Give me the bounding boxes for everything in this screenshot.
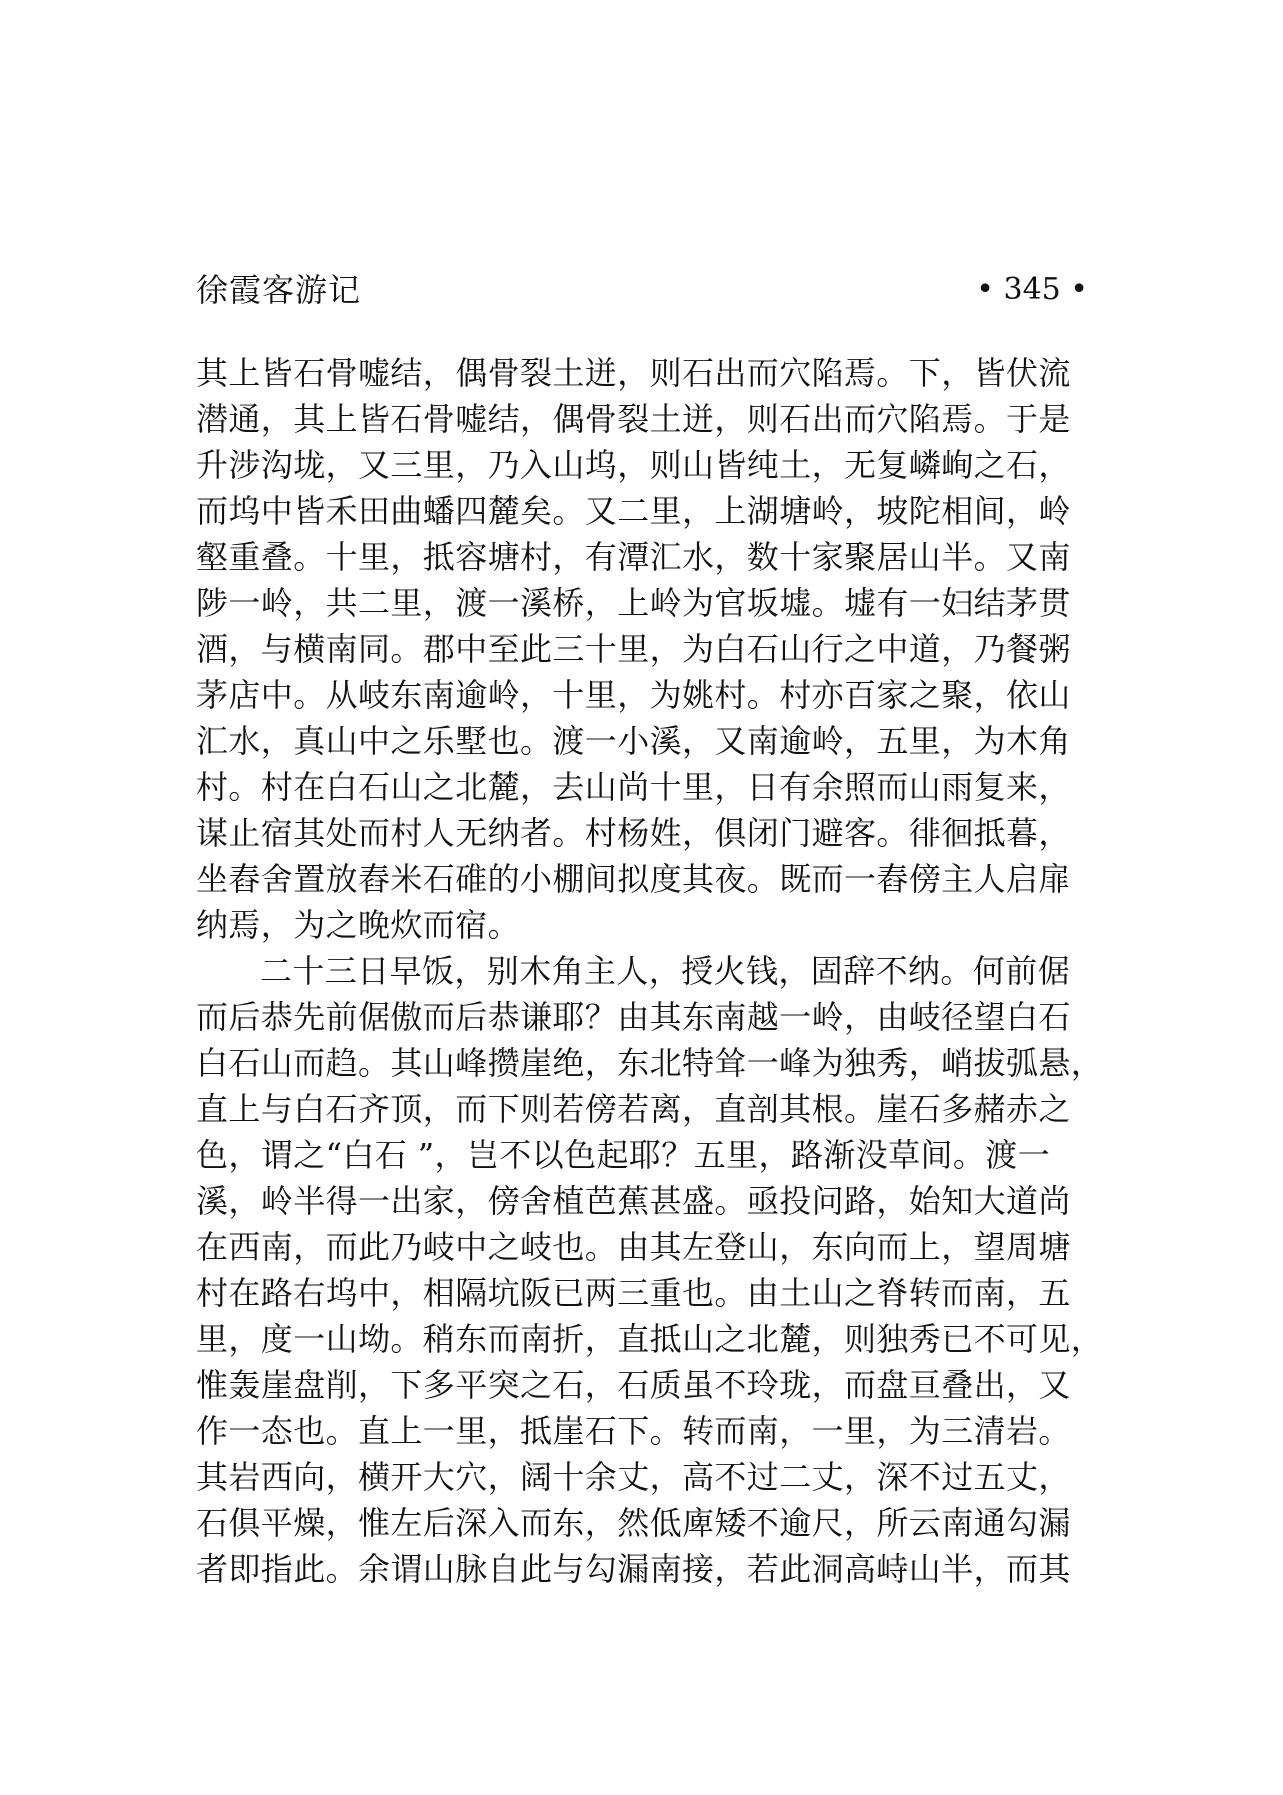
text-line: 色，谓之“白石 ”，岂不以色起耶？五里，路渐没草间。渡一 [196, 1136, 1051, 1174]
text-line: 而后恭先前倨傲而后恭谦耶？由其东南越一岭，由岐径望白石 [196, 998, 1071, 1036]
text-line: 纳焉，为之晚炊而宿。 [196, 906, 521, 944]
text-line: 谋止宿其处而村人无纳者。村杨姓，俱闭门避客。徘徊抵暮， [196, 814, 1071, 852]
text-line: 汇水，真山中之乐墅也。渡一小溪，又南逾岭，五里，为木角 [196, 722, 1071, 760]
text-line: 里，度一山坳。稍东而南折，直抵山之北麓，则独秀已不可见， [196, 1320, 1104, 1358]
text-line: 者即指此。余谓山脉自此与勾漏南接，若此洞高峙山半，而其 [196, 1550, 1071, 1588]
text-line: 坐舂舍置放舂米石碓的小棚间拟度其夜。既而一舂傍主人启扉 [196, 860, 1071, 898]
text-line: 石俱平燥，惟左后深入而东，然低庳矮不逾尺，所云南通勾漏 [196, 1504, 1071, 1542]
text-line: 酒，与横南同。郡中至此三十里，为白石山行之中道，乃餐粥 [196, 630, 1071, 668]
text-line: 壑重叠。十里，抵容塘村，有潭汇水，数十家聚居山半。又南 [196, 538, 1071, 576]
book-title: 徐霞客游记 [196, 271, 362, 309]
text-line: 陟一岭，共二里，渡一溪桥，上岭为官坂墟。墟有一妇结茅贯 [196, 584, 1071, 622]
text-line: 惟轰崖盘削，下多平突之石，石质虽不玲珑，而盘亘叠出，又 [196, 1366, 1071, 1404]
text-line: 其岩西向，横开大穴，阔十余丈，高不过二丈，深不过五丈， [196, 1458, 1071, 1496]
text-line: 村在路右坞中，相隔坑阪已两三重也。由土山之脊转而南，五 [196, 1274, 1071, 1312]
text-line: 溪，岭半得一出家，傍舍植芭蕉甚盛。亟投问路，始知大道尚 [196, 1182, 1071, 1220]
text-line: 潜通，其上皆石骨嘘结，偶骨裂土迸，则石出而穴陷焉。于是 [196, 400, 1071, 438]
page-number: • 345 • [976, 272, 1088, 307]
text-line: 其上皆石骨嘘结，偶骨裂土迸，则石出而穴陷焉。下，皆伏流 [196, 354, 1071, 392]
text-line: 村。村在白石山之北麓，去山尚十里，日有余照而山雨复来， [196, 768, 1071, 806]
text-line: 白石山而趋。其山峰攒崖绝，东北特耸一峰为独秀，峭拔弧悬， [196, 1044, 1104, 1082]
text-line: 直上与白石齐顶，而下则若傍若离，直剖其根。崖石多赭赤之 [196, 1090, 1071, 1128]
text-line: 茅店中。从岐东南逾岭，十里，为姚村。村亦百家之聚，依山 [196, 676, 1071, 714]
text-line: 在西南，而此乃岐中之岐也。由其左登山，东向而上，望周塘 [196, 1228, 1071, 1266]
text-line: 而坞中皆禾田曲蟠四麓矣。又二里，上湖塘岭，坡陀相间，岭 [196, 492, 1071, 530]
running-head [196, 270, 1088, 310]
paragraph-start-line: 二十三日早饭，别木角主人，授火钱，固辞不纳。何前倨 [260, 952, 1071, 990]
text-line: 升涉沟垅，又三里，乃入山坞，则山皆纯土，无复嶙峋之石， [196, 446, 1071, 484]
text-line: 作一态也。直上一里，抵崖石下。转而南，一里，为三清岩。 [196, 1412, 1071, 1450]
body-text [196, 350, 1104, 1592]
